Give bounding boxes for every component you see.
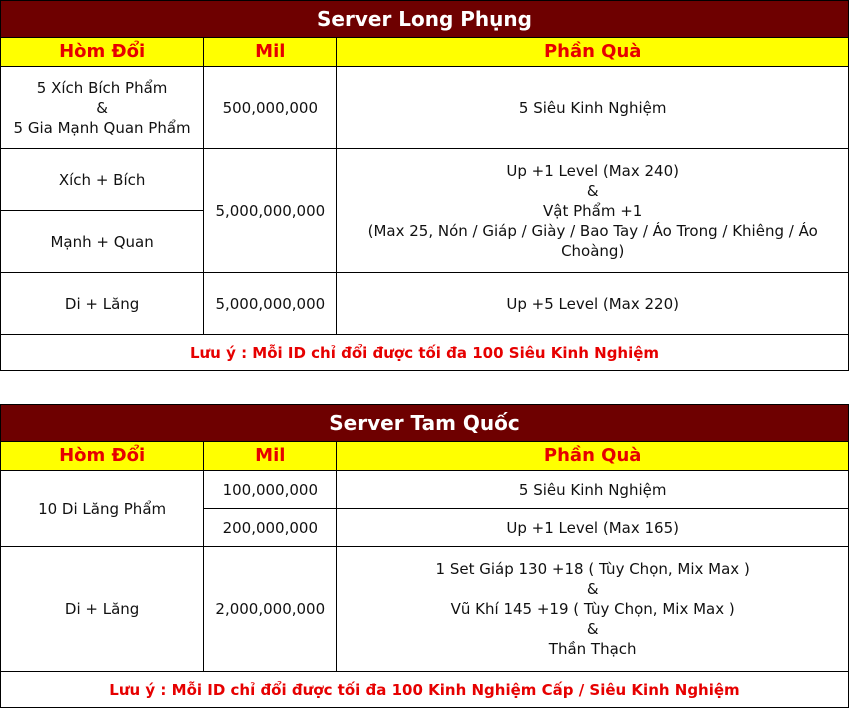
table-cell-qua: [337, 149, 849, 273]
cell-line: &: [96, 98, 108, 117]
note-text: Lưu ý : Mỗi ID chỉ đổi được tối đa 100 Kinh Nghiệm Cấp / Siêu Kinh Nghiệm: [1, 672, 849, 708]
header-mil: Mil: [204, 442, 337, 471]
header-mil: Mil: [204, 38, 337, 67]
cell-line: &: [586, 580, 599, 598]
server-title: Server Long Phụng: [1, 1, 849, 38]
note-text: Lưu ý : Mỗi ID chỉ đổi được tối đa 100 Siêu Kinh Nghiệm: [1, 335, 849, 371]
table-cell-mil: 5,000,000,000: [204, 273, 337, 335]
table-cell-hom: Xích + Bích: [1, 149, 204, 211]
cell-line: Vật Phẩm +1: [543, 201, 643, 220]
cell-line: (Max 25, Nón / Giáp / Giày / Bao Tay / Áo Trong / Khiêng / Áo Choàng): [367, 221, 818, 260]
table-cell-mil: 500,000,000: [204, 67, 337, 149]
table-cell-qua: 5 Siêu Kinh Nghiệm: [337, 471, 849, 509]
table-cell-mil: 2,000,000,000: [204, 547, 337, 672]
server-tam-quoc-table: [0, 404, 849, 708]
server-title: Server Tam Quốc: [1, 405, 849, 442]
table-cell-qua: 5 Siêu Kinh Nghiệm: [337, 67, 849, 149]
table-cell-hom: 10 Di Lăng Phẩm: [1, 471, 204, 547]
cell-line: &: [586, 181, 599, 200]
table-cell-qua: Up +1 Level (Max 165): [337, 509, 849, 547]
table-cell-hom: Mạnh + Quan: [1, 211, 204, 273]
table-cell-hom: [1, 67, 204, 149]
cell-line: &: [586, 620, 599, 638]
cell-line: Up +1 Level (Max 240): [506, 161, 679, 180]
table-cell-qua: [337, 547, 849, 672]
cell-line: 5 Xích Bích Phẩm: [36, 78, 168, 97]
table-cell-mil: 200,000,000: [204, 509, 337, 547]
cell-line: 5 Gia Mạnh Quan Phẩm: [13, 118, 191, 137]
table-cell-hom: Di + Lăng: [1, 273, 204, 335]
cell-line: Thần Thạch: [548, 640, 637, 658]
header-phan-qua: Phần Quà: [337, 38, 849, 67]
table-cell-hom: Di + Lăng: [1, 547, 204, 672]
table-cell-mil: 100,000,000: [204, 471, 337, 509]
header-phan-qua: Phần Quà: [337, 442, 849, 471]
table-cell-mil: 5,000,000,000: [204, 149, 337, 273]
header-hom-doi: Hòm Đổi: [1, 38, 204, 67]
header-hom-doi: Hòm Đổi: [1, 442, 204, 471]
cell-line: Vũ Khí 145 +19 ( Tùy Chọn, Mix Max ): [450, 600, 735, 618]
cell-line: 1 Set Giáp 130 +18 ( Tùy Chọn, Mix Max ): [435, 560, 750, 578]
table-cell-qua: Up +5 Level (Max 220): [337, 273, 849, 335]
